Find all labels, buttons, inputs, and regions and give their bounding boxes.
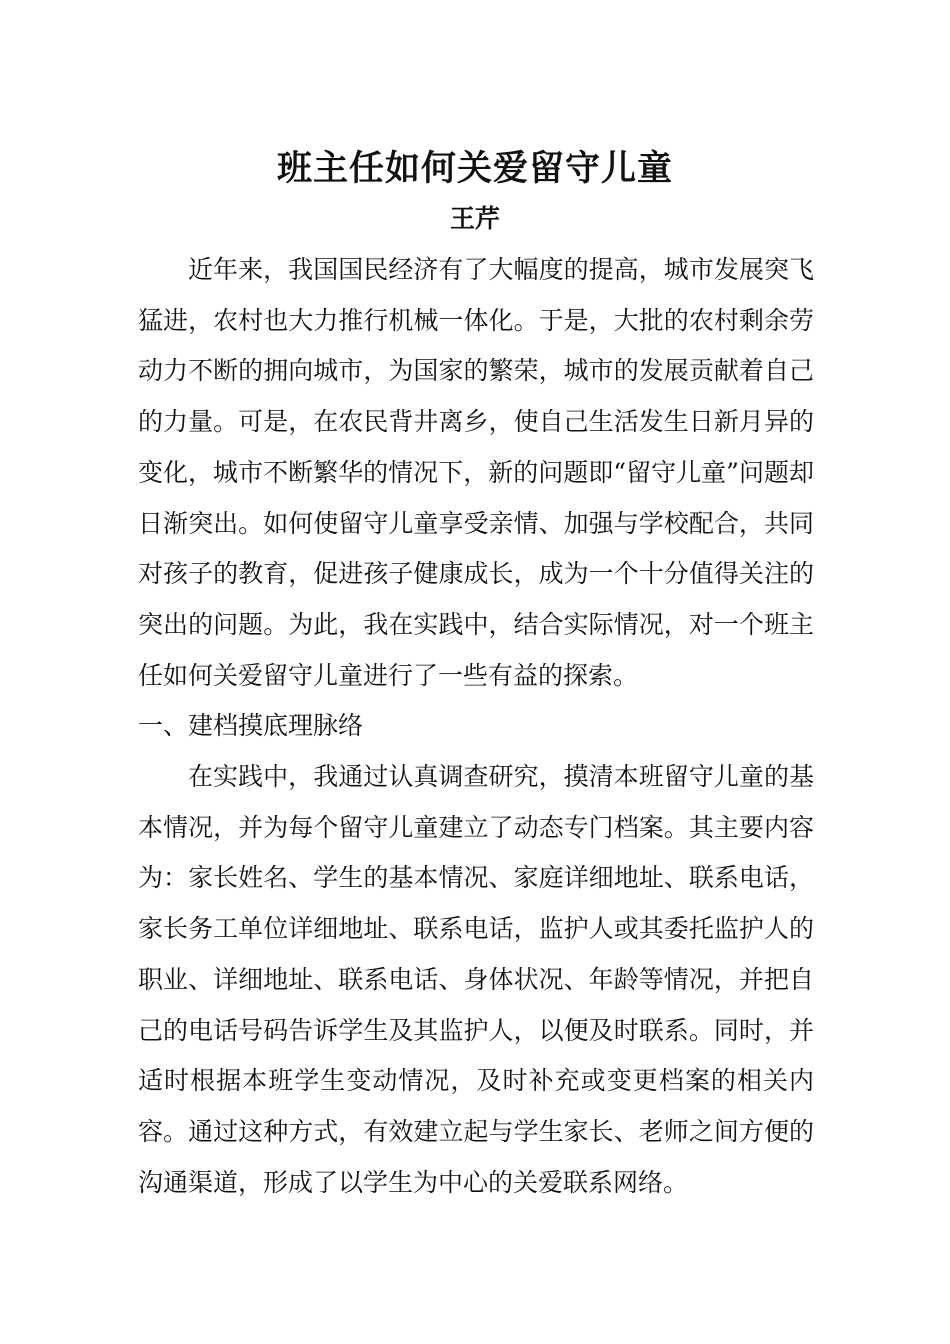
document-body bbox=[138, 245, 814, 1208]
section-heading: 一、建档摸底理脉络 bbox=[138, 711, 364, 741]
section-paragraph: 在实践中，我通过认真调查研究，摸清本班留守儿童的基本情况，并为每个留守儿童建立了动态专门档案。其主要内容为：家长姓名、学生的基本情况、家庭详细地址、联系电话，家长务工单位详细地址、联系电话，监护人或其委托监护人的职业、详细地址、联系电话、身体状况、年龄等情况，并把自己的电话号码告诉学生及其监护人，以便及时联系。同时，并适时根据本班学生变动情况，及时补充或变更档案的相关内容。通过这种方式，有效建立起与学生家长、老师之间方便的沟通渠道，形成了以学生为中心的关爱联系网络。 bbox=[138, 762, 814, 1197]
document-author: 王芹 bbox=[449, 204, 500, 233]
intro-paragraph: 近年来，我国国民经济有了大幅度的提高，城市发展突飞猛进，农村也大力推行机械一体化。于是，大批的农村剩余劳动力不断的拥向城市，为国家的繁荣，城市的发展贡献着自己的力量。可是，在农民背井离乡，使自己生活发生日新月异的变化，城市不断繁华的情况下，新的问题即“留守儿童”问题却日渐突出。如何使留守儿童享受亲情、加强与学校配合，共同对孩子的教育，促进孩子健康成长，成为一个十分值得关注的突出的问题。为此，我在实践中，结合实际情况，对一个班主任如何关爱留守儿童进行了一些有益的探索。 bbox=[138, 255, 814, 690]
document-title: 班主任如何关爱留守儿童 bbox=[276, 149, 673, 189]
